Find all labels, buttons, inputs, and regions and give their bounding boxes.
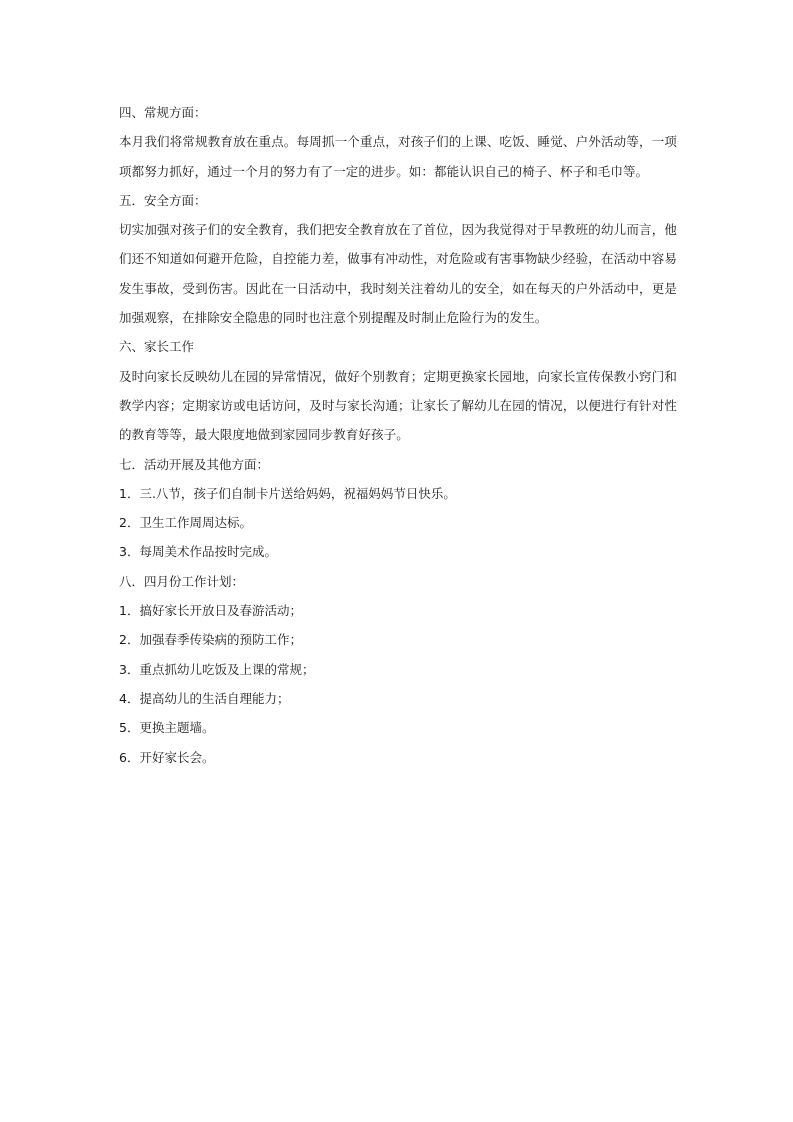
section-heading-april-plan: 八．四月份工作计划： — [119, 573, 245, 589]
list-item: 1．搞好家长开放日及春游活动； — [119, 603, 302, 619]
section-heading-safety: 五．安全方面： — [119, 192, 207, 208]
list-item: 6．开好家长会。 — [119, 749, 215, 765]
section-body-routine: 本月我们将常规教育放在重点。每周抓一个重点，对孩子们的上课、吃饭、睡觉、户外活动等，一项项都努力抓好，通过一个月的努力有了一定的进步。如：都能认识自己的椅子、杯子和毛巾等。 — [119, 134, 677, 179]
list-item: 5．更换主题墙。 — [119, 720, 215, 736]
section-body-safety: 切实加强对孩子们的安全教育，我们把安全教育放在了首位，因为我觉得对于早教班的幼儿而言，他们还不知道如何避开危险，自控能力差，做事有冲动性，对危险或有害事物缺少经验，在活动中容易发生事故，受到伤害。因此在一日活动中，我时刻关注着幼儿的安全，如在每天的户外活动中，更是加强观察，在排除安全隐患的同时也注意个别提醒及时制止危险行为的发生。 — [119, 222, 677, 326]
list-item: 3．重点抓幼儿吃饭及上课的常规； — [119, 661, 315, 677]
list-item: 2．加强春季传染病的预防工作； — [119, 632, 302, 648]
document-page — [119, 98, 677, 772]
section-heading-activities: 七．活动开展及其他方面： — [119, 456, 270, 472]
list-item: 2．卫生工作周周达标。 — [119, 515, 252, 531]
section-heading-routine: 四、常规方面： — [119, 105, 207, 120]
list-item: 4．提高幼儿的生活自理能力； — [119, 690, 290, 706]
section-body-parents: 及时向家长反映幼儿在园的异常情况，做好个别教育；定期更换家长园地，向家长宣传保教小窍门和教学内容；定期家访或电话访问，及时与家长沟通；让家长了解幼儿在园的情况，以便进行有针对性的教育等等，最大限度地做到家园同步教育好孩子。 — [119, 368, 677, 443]
list-item: 1．三.八节，孩子们自制卡片送给妈妈，祝福妈妈节日快乐。 — [119, 485, 456, 501]
section-heading-parents: 六、家长工作 — [119, 339, 195, 355]
list-item: 3．每周美术作品按时完成。 — [119, 544, 277, 560]
